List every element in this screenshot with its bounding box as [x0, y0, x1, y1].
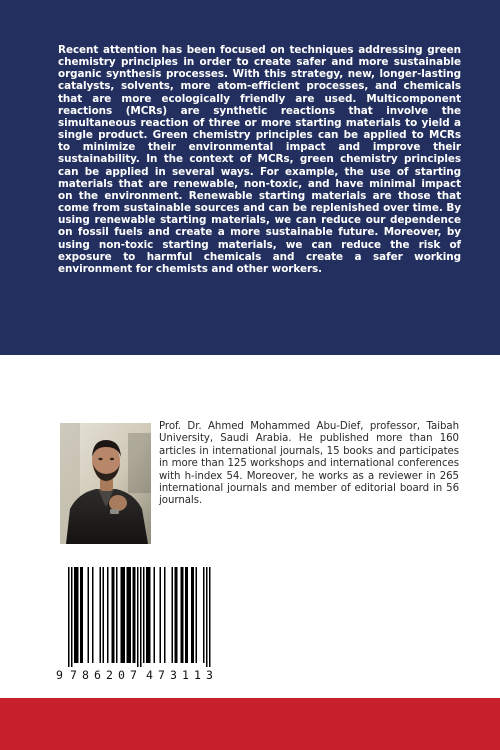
barcode-bar [107, 567, 109, 663]
barcode-bar [175, 567, 177, 663]
isbn-digit: 7 [70, 668, 77, 682]
barcode-bar [193, 567, 195, 663]
barcode-bar [74, 567, 76, 663]
barcode-bar [112, 567, 114, 663]
isbn-digit: 7 [130, 668, 137, 682]
barcode-bar [124, 567, 126, 663]
isbn-digit: 1 [182, 668, 189, 682]
barcode-bar [172, 567, 174, 663]
barcode-bar [113, 567, 115, 663]
barcode-bar [137, 567, 139, 667]
isbn-digit: 3 [206, 668, 213, 682]
barcode-bar [182, 567, 184, 663]
barcode-bar [143, 567, 145, 663]
barcode-bar [77, 567, 79, 663]
barcode-bars [56, 563, 220, 667]
author-portrait-image [60, 423, 151, 544]
barcode-bar [82, 567, 84, 663]
barcode-bar [185, 567, 187, 663]
barcode-bar [134, 567, 136, 663]
barcode-bar [76, 567, 78, 663]
author-photo [60, 423, 151, 544]
isbn-number [56, 668, 220, 682]
barcode-bar [181, 567, 183, 663]
barcode-bar [127, 567, 129, 663]
barcode-bar [206, 567, 208, 667]
barcode-bar [146, 567, 148, 663]
barcode-bar [88, 567, 90, 663]
isbn-digit: 2 [106, 668, 113, 682]
barcode-bar [100, 567, 102, 663]
barcode-bar [133, 567, 135, 663]
barcode-bar [203, 567, 205, 663]
barcode-bar [80, 567, 82, 663]
barcode-bar [116, 567, 118, 663]
back-cover-blurb: Recent attention has been focused on techniques addressing green chemistry principles in order to create safer and more sustainable organic synthesis processes. With this strategy, new, longer-lasting catalysts, solvents, more atom-efficient processes, and chemicals that are more ecologically friendly are used. Multicomponent reactions (MCRs) are synthetic reactions that involve the simultaneous reaction of three or more starting materials to yield a single product. Green chemistry principles can be applied to MCRs to minimize their environmental impact and improve their sustainability. In the context of MCRs, green chemistry principles can be applied in several ways. For example, the use of starting materials that are renewable, non-toxic, and have minimal impact on the environment. Renewable starting materials are those that come from sustainable sources and can be replenished over time. By using renewable starting materials, we can reduce our dependence on fossil fuels and create a more sustainable future. Moreover, by using non-toxic starting materials, we can reduce the risk of exposure to harmful chemicals and create a safer working environment for chemists and other workers. [58, 44, 461, 275]
barcode-bar [196, 567, 198, 663]
barcode-bar [154, 567, 156, 663]
isbn-barcode [56, 563, 220, 687]
isbn-digit: 8 [82, 668, 89, 682]
barcode-bar [128, 567, 130, 663]
isbn-digit: 1 [194, 668, 201, 682]
barcode-bar [164, 567, 166, 663]
blurb-panel [0, 0, 500, 355]
barcode-bar [176, 567, 178, 663]
barcode-bar [160, 567, 162, 663]
barcode-bar [130, 567, 132, 663]
isbn-digit: 9 [56, 668, 63, 682]
barcode-bar [121, 567, 123, 663]
isbn-digit: 7 [158, 668, 165, 682]
isbn-digit: 6 [94, 668, 101, 682]
barcode-bar [122, 567, 124, 663]
barcode-bar [103, 567, 105, 663]
barcode-bar [187, 567, 189, 663]
barcode-bar [209, 567, 211, 667]
author-bio: Prof. Dr. Ahmed Mohammed Abu-Dief, professor, Taibah University, Saudi Arabia. He published more than 160 articles in international journals, 15 books and participates in more than 125 workshops and international conferences with h-index 54. Moreover, he works as a reviewer in 265 international journals and member of editorial board in 56 journals. [159, 421, 459, 507]
barcode-bar [148, 567, 150, 663]
bottom-color-stripe [0, 698, 500, 750]
isbn-digit: 3 [170, 668, 177, 682]
barcode-bar [140, 567, 142, 667]
isbn-digit: 4 [146, 668, 153, 682]
barcode-bar [92, 567, 94, 663]
barcode-bar [191, 567, 193, 663]
barcode-bar [149, 567, 151, 663]
barcode-bar [71, 567, 73, 667]
barcode-bar [68, 567, 70, 667]
isbn-digit: 0 [118, 668, 125, 682]
